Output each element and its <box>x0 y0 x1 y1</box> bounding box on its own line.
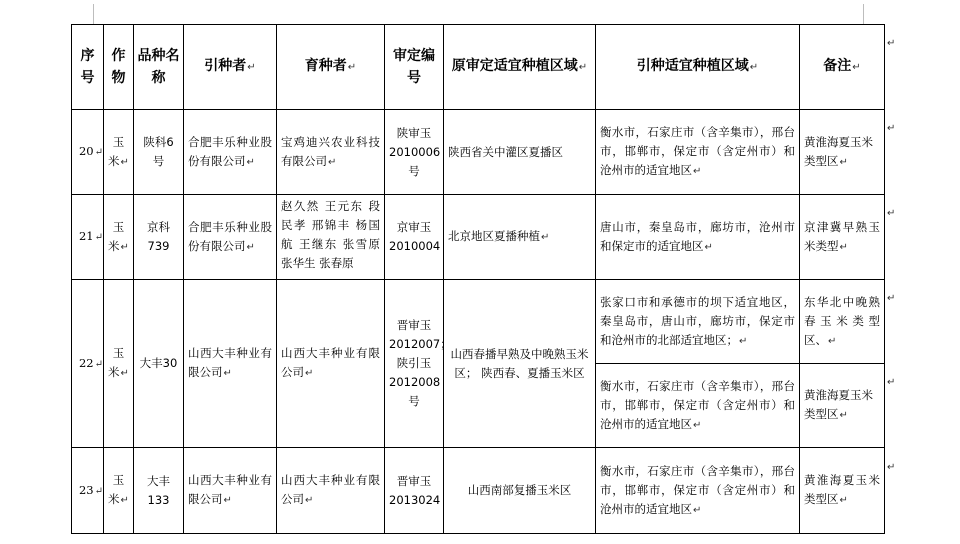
cell-introducer: 合肥丰乐种业股份有限公司↵ <box>184 195 277 280</box>
cell-crop: 玉米↵ <box>104 110 134 195</box>
paragraph-mark: ↵ <box>887 123 896 134</box>
paragraph-mark: ↵ <box>887 208 896 219</box>
cell-remark: 京津冀早熟玉米类型↵ <box>800 195 885 280</box>
cell-remark: 黄淮海夏玉米类型区↵ <box>800 110 885 195</box>
cell-crop: 玉米↵ <box>104 280 134 448</box>
cell-variety: 陕科6号 <box>134 110 184 195</box>
margin-guide-left <box>93 4 94 24</box>
margin-guide-right <box>863 4 864 24</box>
cell-breeder: 宝鸡迪兴农业科技有限公司↵ <box>277 110 385 195</box>
table-row <box>72 195 885 280</box>
cell-intro-region: 衡水市，石家庄市（含辛集市），邢台市，邯郸市，保定市（含定州市）和沧州市的适宜地区↵ <box>596 110 800 195</box>
header-remark: 备注↵ <box>800 25 885 110</box>
header-row <box>72 25 885 110</box>
paragraph-mark: ↵ <box>887 293 896 304</box>
table-row <box>72 110 885 195</box>
cell-original-region: 山西南部复播玉米区 <box>444 448 596 534</box>
paragraph-mark: ↵ <box>887 377 896 388</box>
table-row <box>72 448 885 534</box>
cell-no: 20↵ <box>72 110 104 195</box>
cell-remark: 黄淮海夏玉米类型区↵ <box>800 364 885 448</box>
cell-no: 23↵ <box>72 448 104 534</box>
cell-approval-no: 晋审玉2013024 <box>385 448 444 534</box>
cell-no: 21↵ <box>72 195 104 280</box>
cell-original-region: 陕西省关中灌区夏播区 <box>444 110 596 195</box>
header-variety: 品种名称 <box>134 25 184 110</box>
header-breeder: 育种者↵ <box>277 25 385 110</box>
cell-breeder: 山西大丰种业有限公司↵ <box>277 280 385 448</box>
cell-approval-no: 陕审玉2010006号 <box>385 110 444 195</box>
header-crop: 作物 <box>104 25 134 110</box>
paragraph-mark: ↵ <box>887 38 896 49</box>
header-approval-no: 审定编号 <box>385 25 444 110</box>
header-introducer: 引种者↵ <box>184 25 277 110</box>
cell-crop: 玉米↵ <box>104 195 134 280</box>
cell-remark: 东华北中晚熟春玉米类型区、↵ <box>800 280 885 364</box>
cell-intro-region: 衡水市，石家庄市（含辛集市），邢台市，邯郸市，保定市（含定州市）和沧州市的适宜地区↵ <box>596 364 800 448</box>
cell-introducer: 合肥丰乐种业股份有限公司↵ <box>184 110 277 195</box>
cell-variety: 京科739 <box>134 195 184 280</box>
cell-crop: 玉米↵ <box>104 448 134 534</box>
cell-breeder: 赵久然 王元东 段民孝 邢锦丰 杨国航 王继东 张雪原 张华生 张春原 <box>277 195 385 280</box>
cell-original-region: 北京地区夏播种植↵ <box>444 195 596 280</box>
cell-remark: 黄淮海夏玉米类型区↵ <box>800 448 885 534</box>
header-original-region: 原审定适宜种植区域↵ <box>444 25 596 110</box>
cell-intro-region: 唐山市，秦皇岛市，廊坊市，沧州市和保定市的适宜地区↵ <box>596 195 800 280</box>
paragraph-mark: ↵ <box>887 462 896 473</box>
cell-introducer: 山西大丰种业有限公司↵ <box>184 448 277 534</box>
header-intro-region: 引种适宜种植区域↵ <box>596 25 800 110</box>
cell-approval-no: 晋审玉2012007； 陕引玉2012008号 <box>385 280 444 448</box>
variety-table <box>71 24 885 534</box>
cell-original-region: 山西春播早熟及中晚熟玉米区； 陕西春、夏播玉米区 <box>444 280 596 448</box>
cell-approval-no: 京审玉2010004 <box>385 195 444 280</box>
cell-intro-region: 张家口市和承德市的坝下适宜地区，秦皇岛市，唐山市，廊坊市，保定市和沧州市的北部适宜地区；↵ <box>596 280 800 364</box>
table-row <box>72 280 885 364</box>
cell-no: 22↵ <box>72 280 104 448</box>
cell-intro-region: 衡水市，石家庄市（含辛集市），邢台市，邯郸市，保定市（含定州市）和沧州市的适宜地区↵ <box>596 448 800 534</box>
cell-variety: 大丰133 <box>134 448 184 534</box>
cell-breeder: 山西大丰种业有限公司↵ <box>277 448 385 534</box>
cell-variety: 大丰30 <box>134 280 184 448</box>
header-no: 序号 <box>72 25 104 110</box>
cell-introducer: 山西大丰种业有限公司↵ <box>184 280 277 448</box>
